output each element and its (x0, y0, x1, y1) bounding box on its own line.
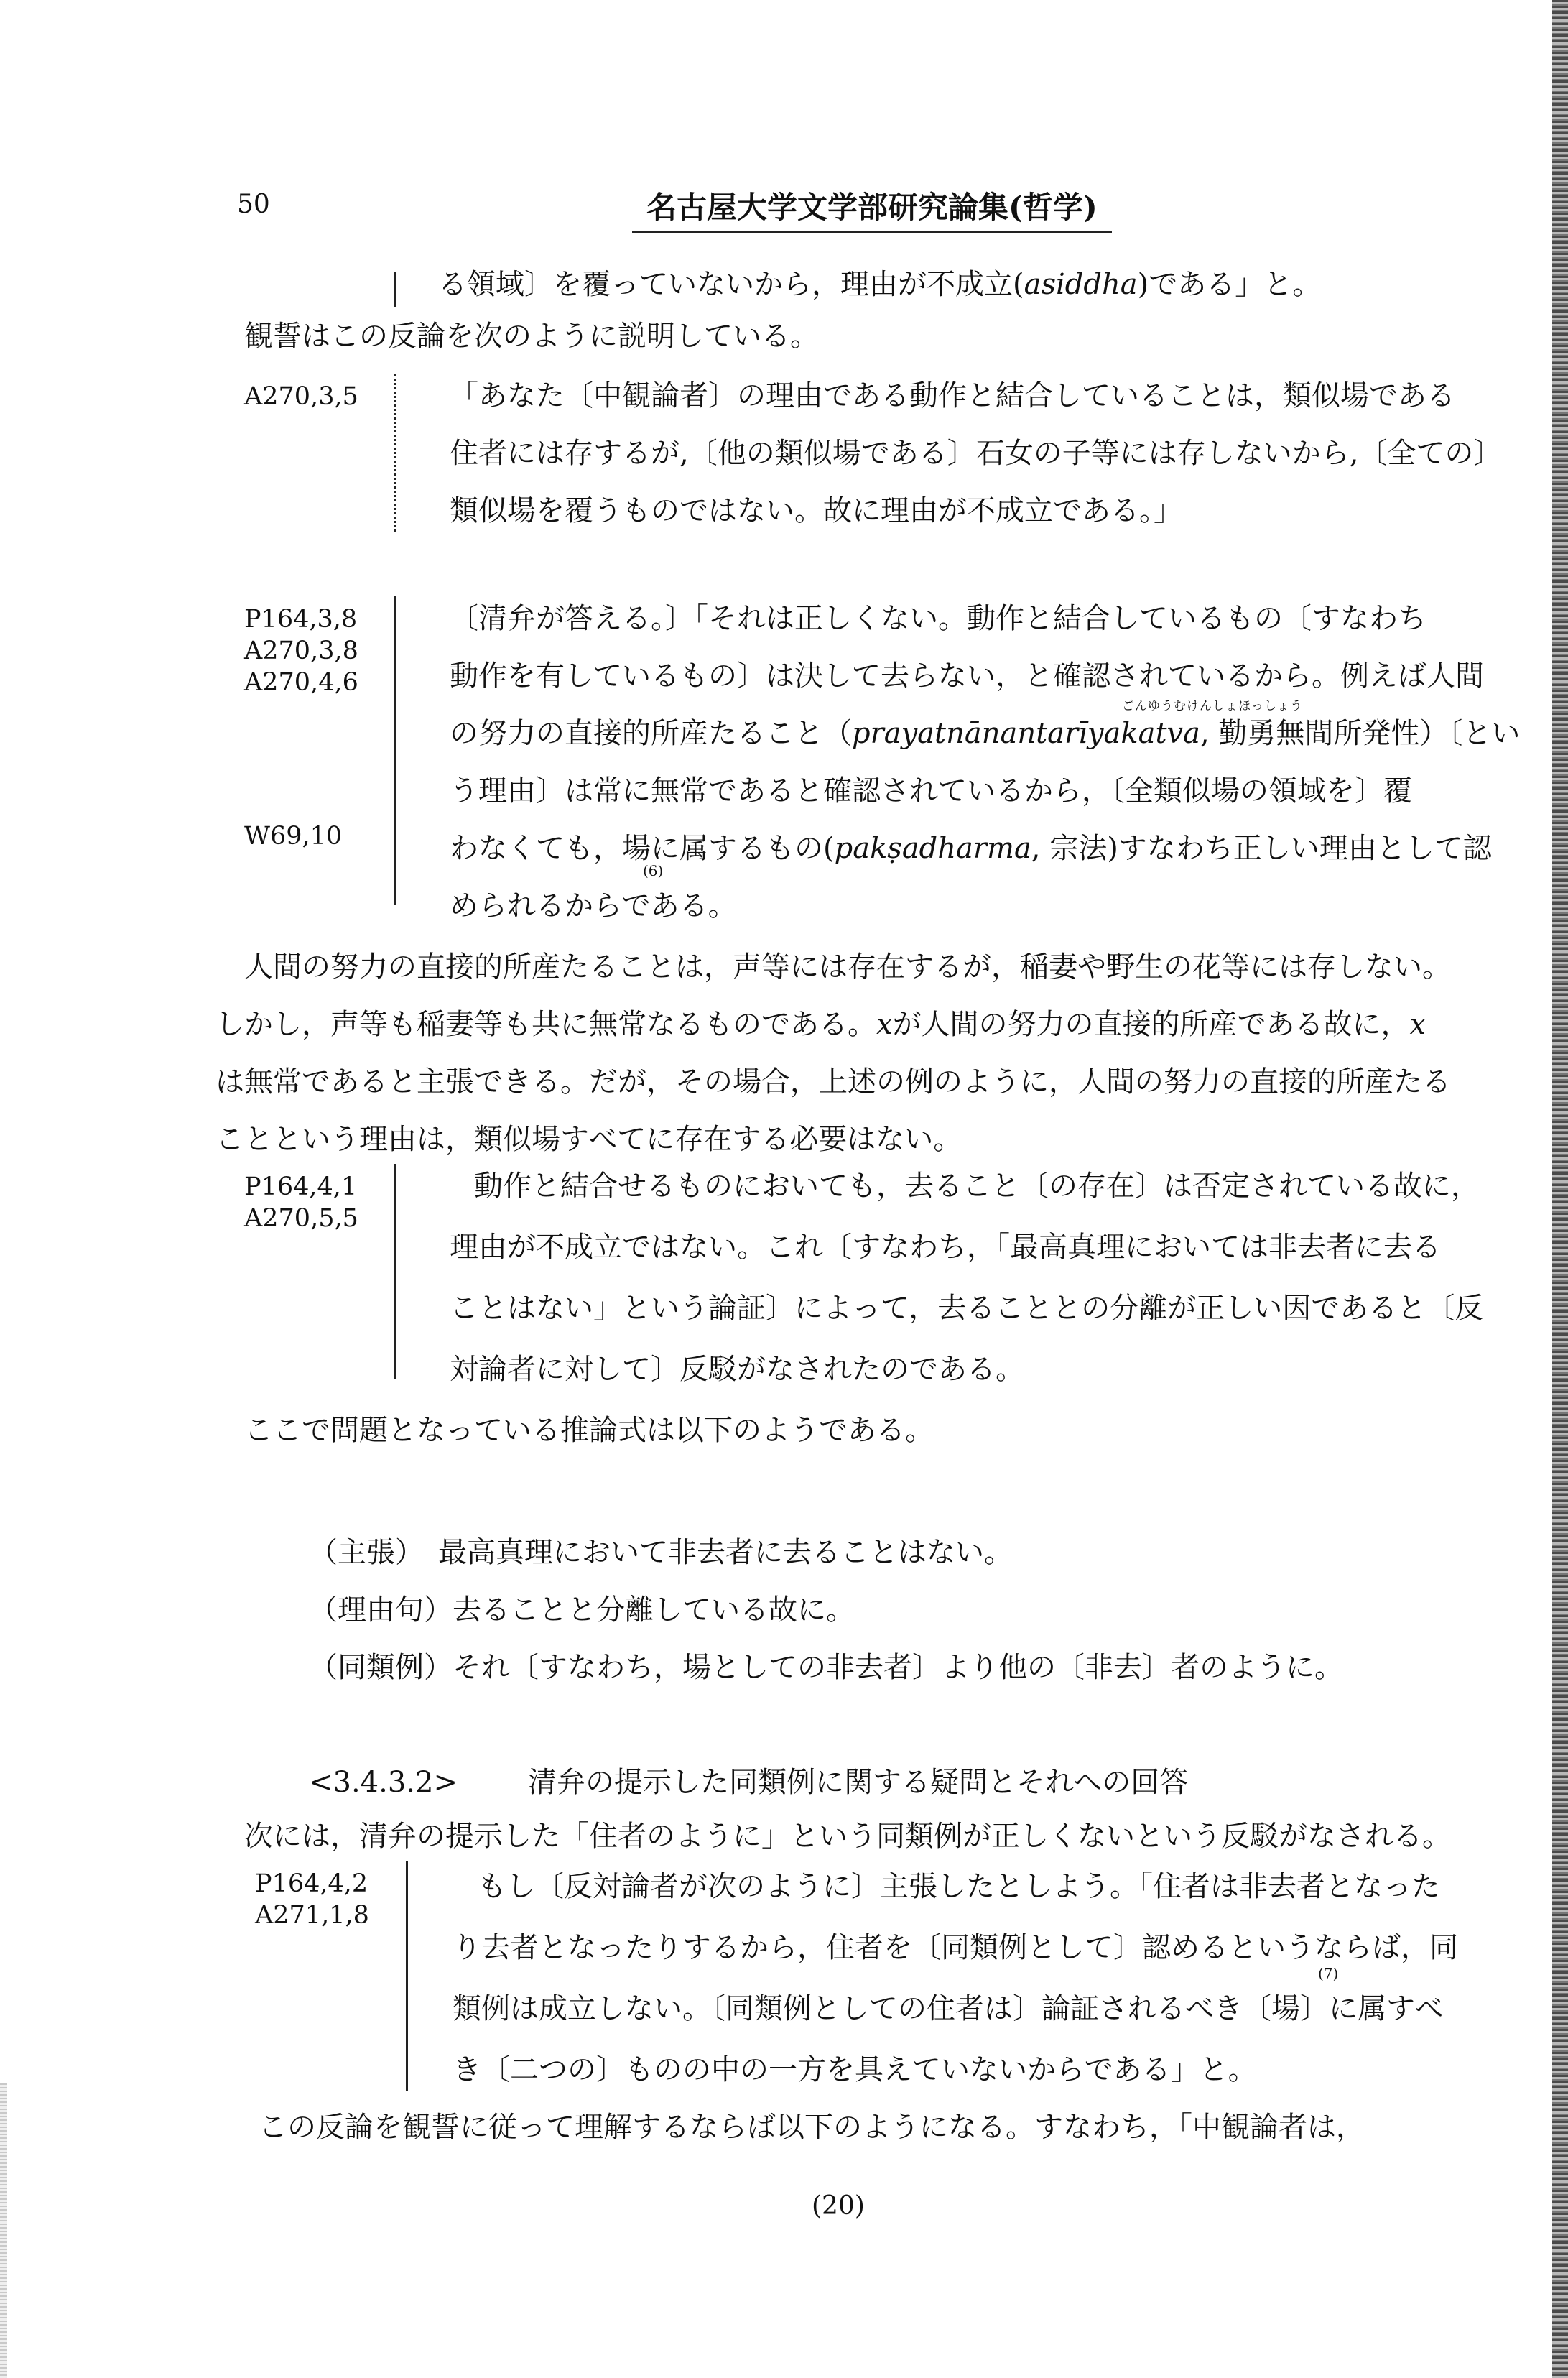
body-line: 人間の努力の直接的所産たることは，声等には存在するが，稲妻や野生の花等には存しない。 (244, 950, 1451, 984)
source-reference: P164,4,2 A271,1,8 (255, 1869, 369, 1930)
quote-line: 「あなた〔中観論者〕の理由である動作と結合していることは，類似場である (450, 379, 1455, 412)
source-reference: P164,4,1 A270,5,5 (244, 1172, 358, 1233)
body-line: ここで問題となっている推論式は以下のようである。 (244, 1414, 934, 1447)
quote-line: 動作と結合せるものにおいても，去ること〔の存在〕は否定されている故に， (474, 1170, 1480, 1203)
journal-title: 名古屋大学文学部研究論集(哲学) (632, 184, 1112, 233)
quote-line: の努力の直接的所産たること（prayatnānantarīyakatva, 勤勇無間所発性）〔とい (450, 717, 1521, 750)
syllogism-example: （同類例）それ〔すなわち，場としての非去者〕より他の〔非去〕者のように。 (309, 1651, 1343, 1684)
body-line: 次には，清弁の提示した「住者のように」という同類例が正しくないという反駁がなされる。 (244, 1820, 1451, 1853)
syllogism-thesis: （主張） 最高真理において非去者に去ることはない。 (309, 1536, 1013, 1569)
quote-line: 対論者に対して〕反駁がなされたのである。 (450, 1353, 1024, 1386)
source-reference: A270,3,5 (244, 382, 358, 411)
footnote-marker: (7) (1318, 1965, 1339, 1982)
quote-bar (394, 272, 396, 307)
body-line: 観誓はこの反論を次のように説明している。 (244, 320, 819, 353)
section-number: <3.4.3.2> (309, 1766, 458, 1799)
body-line: しかし，声等も稲妻等も共に無常なるものである。xが人間の努力の直接的所産である故に，x (215, 1008, 1426, 1041)
furigana: ごんゆうむけんしょほっしょう (1122, 699, 1303, 713)
quote-line: ことはない」という論証〕によって，去ることとの分離が正しい因であると〔反 (450, 1292, 1484, 1325)
quote-line: う理由〕は常に無常であると確認されているから，〔全類似場の領域を〕覆 (450, 774, 1412, 808)
quote-line: り去者となったりするから，住者を〔同類例として〕認めるというならば，同 (453, 1931, 1458, 1964)
quote-line: められるからである。 (450, 889, 737, 922)
quote-bar (394, 1164, 396, 1379)
quote-line: 住者には存するが,〔他の類似場である〕石女の子等には存しないから,〔全ての〕 (450, 437, 1503, 470)
section-title: 清弁の提示した同類例に関する疑問とそれへの回答 (528, 1766, 1189, 1799)
quote-line: もし〔反対論者が次のように〕主張したとしよう。「住者は非去者となった (478, 1870, 1440, 1903)
syllogism-reason: （理由句）去ることと分離している故に。 (309, 1593, 855, 1627)
quote-bar (394, 374, 396, 532)
footnote-marker: (6) (643, 862, 664, 879)
footer-page-label: (20) (812, 2191, 865, 2221)
scan-edge-left (0, 2083, 7, 2378)
running-header (215, 180, 1480, 230)
quote-line: き〔二つの〕ものの中の一方を具えていないからである」と。 (453, 2053, 1257, 2086)
quote-bar (406, 1861, 408, 2091)
body-line: ことという理由は，類似場すべてに存在する必要はない。 (215, 1123, 962, 1156)
body-line: この反論を観誓に従って理解するならば以下のようになる。すなわち，「中観論者は， (259, 2111, 1365, 2144)
scan-edge-right (1552, 0, 1568, 2378)
quote-line: 〔清弁が答える。〕「それは正しくない。動作と結合しているもの〔すなわち (450, 602, 1426, 635)
quote-line: 類例は成立しない。〔同類例としての住者は〕論証されるべき〔場〕に属すべ (453, 1992, 1444, 2025)
quote-line: 理由が不成立ではない。これ〔すなわち，「最高真理においては非去者に去る (450, 1231, 1441, 1264)
quote-line: 類似場を覆うものではない。故に理由が不成立である。」 (450, 494, 1182, 527)
source-reference: W69,10 (244, 822, 343, 851)
body-line: は無常であると主張できる。だが，その場合，上述の例のように，人間の努力の直接的所産たる (215, 1065, 1451, 1098)
quote-line: 動作を有しているもの〕は決して去らない，と確認されているから。例えば人間 (450, 660, 1484, 693)
page-number: 50 (237, 190, 270, 219)
source-reference: P164,3,8 A270,3,8 A270,4,6 (244, 605, 358, 697)
quote-line: わなくても，場に属するもの(pakṣadharma, 宗法)すなわち正しい理由として認 (450, 832, 1492, 865)
quote-line: る領域〕を覆っていないから，理由が不成立(asiddha)である」と。 (438, 268, 1322, 301)
quote-bar (394, 596, 396, 905)
